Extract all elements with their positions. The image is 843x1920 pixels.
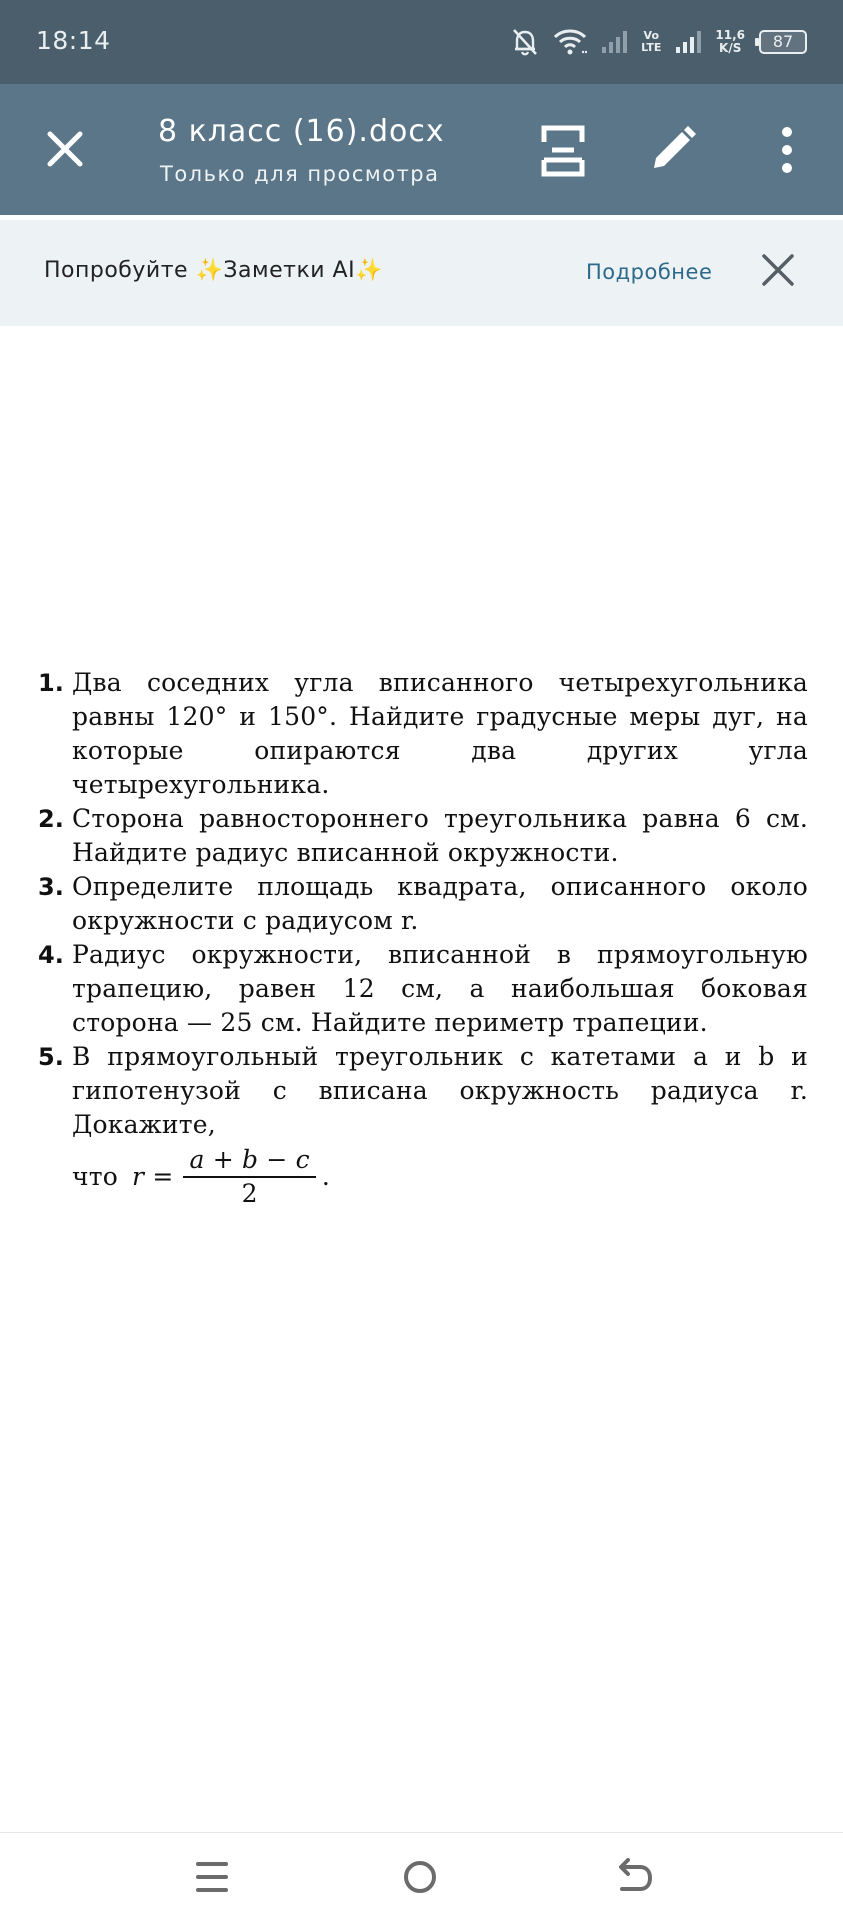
close-icon (40, 124, 90, 174)
promo-close-button[interactable] (760, 252, 796, 288)
task-item (38, 666, 808, 802)
formula-variable: r = (132, 1162, 174, 1191)
task-number: 2. (38, 805, 64, 833)
network-speed: 11,6 K/S (715, 28, 745, 55)
signal-weak-icon (601, 29, 627, 55)
status-bar (0, 0, 843, 84)
nav-back-button[interactable] (612, 1855, 656, 1899)
mute-bell-icon (511, 27, 539, 57)
fraction-numerator: a + b − c (183, 1144, 315, 1178)
task-item (38, 802, 808, 870)
nav-menu-button[interactable] (190, 1855, 234, 1899)
document-view[interactable] (0, 326, 843, 1832)
task-text: Определите площадь квадрата, описанного около окружности с радиусом r. (72, 872, 808, 935)
fraction (183, 1144, 315, 1210)
vo-lte-indicator: Vo LTE (641, 29, 662, 54)
document-subtitle: Только для просмотра (160, 162, 440, 186)
battery-indicator: 87 (759, 30, 807, 54)
status-time: 18:14 (36, 26, 111, 55)
navigation-bar (0, 1832, 843, 1920)
task-text: Сторона равностороннего треугольника равна 6 см. Найдите радиус вписанной окружности. (72, 804, 808, 867)
promo-banner (0, 220, 843, 326)
task-text: Два соседних угла вписанного четырехугольника равны 120° и 150°. Найдите градусные меры дуг, на которые опираются два других угла четырехугольника. (72, 668, 808, 799)
task-list (38, 666, 808, 1210)
close-button[interactable] (40, 124, 90, 174)
fraction-denominator: 2 (241, 1179, 258, 1208)
task-text: В прямоугольный треугольник с катетами a и b и гипотенузой c вписана окружность радиуса r. Докажите, (72, 1042, 808, 1139)
read-mode-button[interactable] (538, 124, 588, 178)
promo-more-link[interactable]: Подробнее (586, 260, 713, 284)
document-title: 8 класс (16).docx (158, 114, 445, 149)
signal-icon (675, 29, 701, 55)
formula (72, 1144, 808, 1210)
promo-text: Попробуйте ✨Заметки AI✨ (44, 258, 383, 283)
read-mode-icon (538, 124, 588, 178)
menu-icon (190, 1855, 234, 1899)
status-icons (511, 20, 807, 64)
task-body (72, 1040, 808, 1210)
task-number: 4. (38, 941, 64, 969)
task-item (38, 1040, 808, 1210)
more-options-button[interactable] (770, 124, 804, 176)
task-item (38, 938, 808, 1040)
task-item (38, 870, 808, 938)
task-number: 5. (38, 1043, 64, 1071)
pencil-icon (648, 124, 698, 174)
formula-tail: . (321, 1162, 331, 1191)
close-icon (760, 252, 796, 288)
wifi-icon (553, 28, 587, 56)
task-number: 1. (38, 669, 64, 697)
task-text: Радиус окружности, вписанной в прямоугольную трапецию, равен 12 см, а наибольшая боковая сторона — 25 см. Найдите периметр трапеции. (72, 940, 808, 1037)
task-number: 3. (38, 873, 64, 901)
app-bar (0, 84, 843, 215)
home-icon (398, 1855, 442, 1899)
more-vertical-icon (770, 124, 804, 176)
formula-lead: что (72, 1162, 119, 1191)
nav-home-button[interactable] (398, 1855, 442, 1899)
edit-button[interactable] (648, 124, 698, 174)
back-icon (612, 1855, 656, 1899)
